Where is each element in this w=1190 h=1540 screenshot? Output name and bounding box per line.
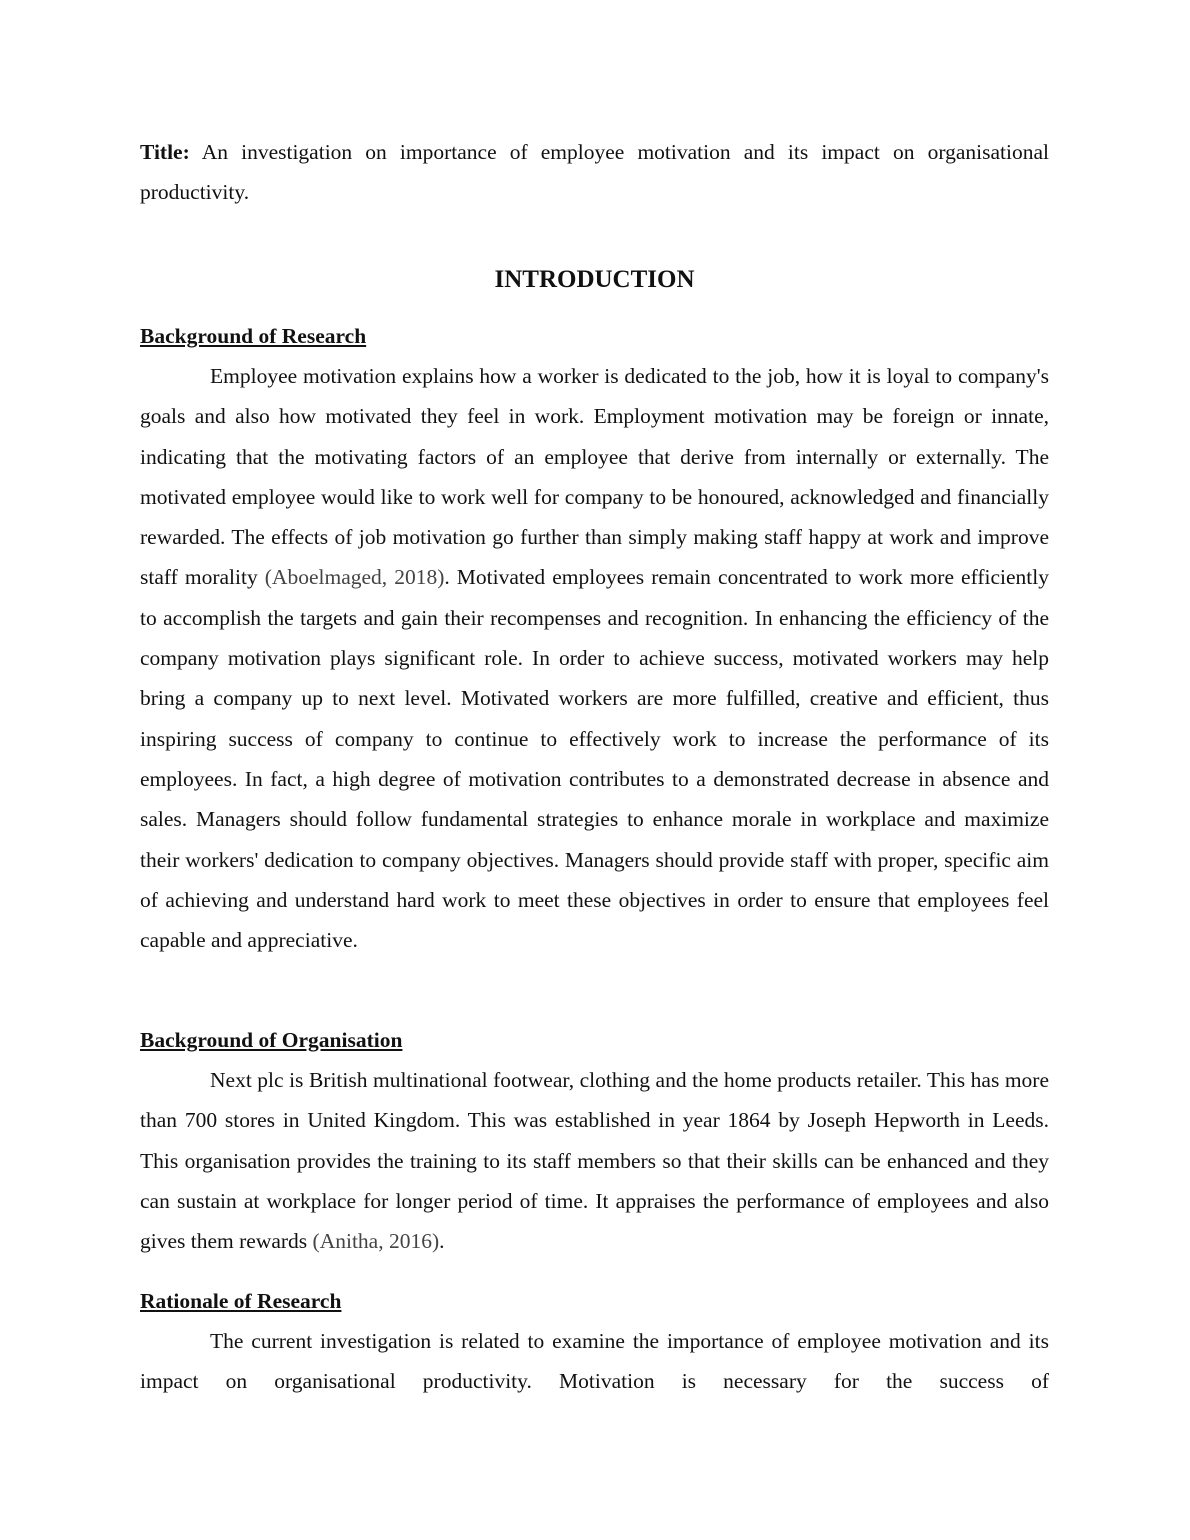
section-heading-rationale: Rationale of Research — [140, 1289, 342, 1313]
citation: (Anitha, 2016) — [312, 1229, 440, 1254]
section-heading-background-organisation: Background of Organisation — [140, 1028, 403, 1052]
section-paragraph-background-organisation — [140, 1060, 1049, 1261]
section-paragraph-background-research — [140, 356, 1049, 960]
paragraph-text: . Motivated employees remain concentrated to work more efficiently to accomplish the targets and gain their recompenses and recognition. In enhancing the efficiency of the company motivation plays significant role. In order to achieve success, motivated workers may help bring a company up to next level. Motivated workers are more fulfilled, creative and efficient, thus inspiring success of company to continue to effectively work to increase the performance of its employees. In fact, a high degree of motivation contributes to a demonstrated decrease in absence and sales. Managers should follow fundamental strategies to enhance morale in workplace and maximize their workers' dedication to company objectives. Managers should provide staff with proper, specific aim of achieving and understand hard work to meet these objectives in order to ensure that employees feel capable and appreciative. — [140, 565, 1050, 953]
section-paragraph-rationale — [140, 1321, 1049, 1402]
citation: (Aboelmaged, 2018) — [264, 565, 445, 590]
paragraph-text: The current investigation is related to examine the importance of employee motivation and its impact on organisational productivity. Motivation is necessary for the success of — [140, 1329, 1049, 1394]
title-label: Title: — [140, 140, 190, 164]
paragraph-text: Employee motivation explains how a worker is dedicated to the job, how it is loyal to company's goals and also how motivated they feel in work. Employment motivation may be foreign or innate, indicating that the motivating factors of an employee that derive from internally or externally. The motivated employee would like to work well for company to be honoured, acknowledged and financially rewarded. The effects of job motivation go further than simply making staff happy at work and improve staff morality — [140, 364, 1049, 590]
paragraph-text: . — [439, 1229, 445, 1254]
section-heading-background-research: Background of Research — [140, 324, 367, 348]
title-paragraph — [140, 132, 1049, 213]
introduction-heading: INTRODUCTION — [494, 266, 695, 293]
paragraph-text: Next plc is British multinational footwear, clothing and the home products retailer. This has more than 700 stores in United Kingdom. This was established in year 1864 by Joseph Hepworth in Leeds. This organisation provides the training to its staff members so that their skills can be enhanced and they can sustain at workplace for longer period of time. It appraises the performance of employees and also gives them rewards — [140, 1068, 1049, 1254]
title-text: An investigation on importance of employee motivation and its impact on organisational productivity. — [140, 140, 1049, 205]
